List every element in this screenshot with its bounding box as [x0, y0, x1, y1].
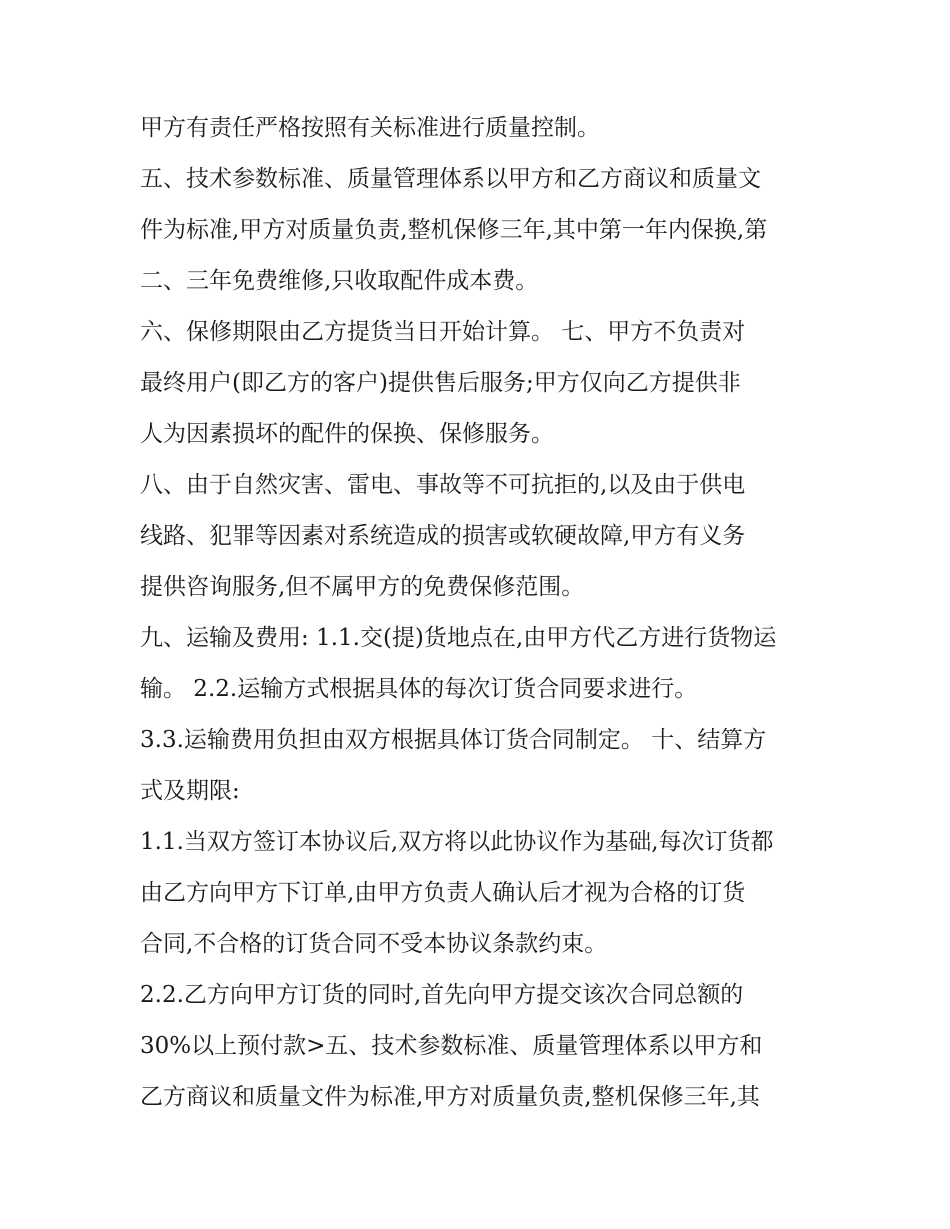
document-body	[140, 103, 820, 1123]
text-line: 输。 2.2.运输方式根据具体的每次订货合同要求进行。	[140, 676, 698, 702]
text-line: 人为因素损坏的配件的保换、保修服务。	[140, 421, 554, 447]
text-line: 3.3.运输费用负担由双方根据具体订货合同制定。 十、结算方	[140, 727, 767, 753]
text-line: 甲方有责任严格按照有关标准进行质量控制。	[140, 115, 600, 141]
text-line: 2.2.乙方向甲方订货的同时,首先向甲方提交该次合同总额的	[140, 982, 744, 1008]
text-line: 乙方商议和质量文件为标准,甲方对质量负责,整机保修三年,其	[140, 1084, 760, 1110]
text-line: 提供咨询服务,但不属甲方的免费保修范围。	[140, 574, 585, 600]
text-line: 30%以上预付款>五、技术参数标准、质量管理体系以甲方和	[140, 1033, 763, 1059]
text-line: 八、由于自然灾害、雷电、事故等不可抗拒的,以及由于供电	[140, 472, 746, 498]
text-line: 式及期限:	[140, 778, 240, 804]
text-line: 最终用户(即乙方的客户)提供售后服务;甲方仅向乙方提供非	[140, 370, 741, 396]
text-line: 六、保修期限由乙方提货当日开始计算。 七、甲方不负责对	[140, 319, 746, 345]
text-line: 件为标准,甲方对质量负责,整机保修三年,其中第一年内保换,第	[140, 217, 768, 243]
text-line: 五、技术参数标准、质量管理体系以甲方和乙方商议和质量文	[140, 166, 761, 192]
text-line: 1.1.当双方签订本协议后,双方将以此协议作为基础,每次订货都	[140, 829, 774, 855]
text-line: 九、运输及费用: 1.1.交(提)货地点在,由甲方代乙方进行货物运	[140, 625, 777, 651]
text-line: 线路、犯罪等因素对系统造成的损害或软硬故障,甲方有义务	[140, 523, 746, 549]
text-line: 二、三年免费维修,只收取配件成本费。	[140, 268, 539, 294]
text-line: 合同,不合格的订货合同不受本协议条款约束。	[140, 931, 608, 957]
text-line: 由乙方向甲方下订单,由甲方负责人确认后才视为合格的订货	[140, 880, 746, 906]
